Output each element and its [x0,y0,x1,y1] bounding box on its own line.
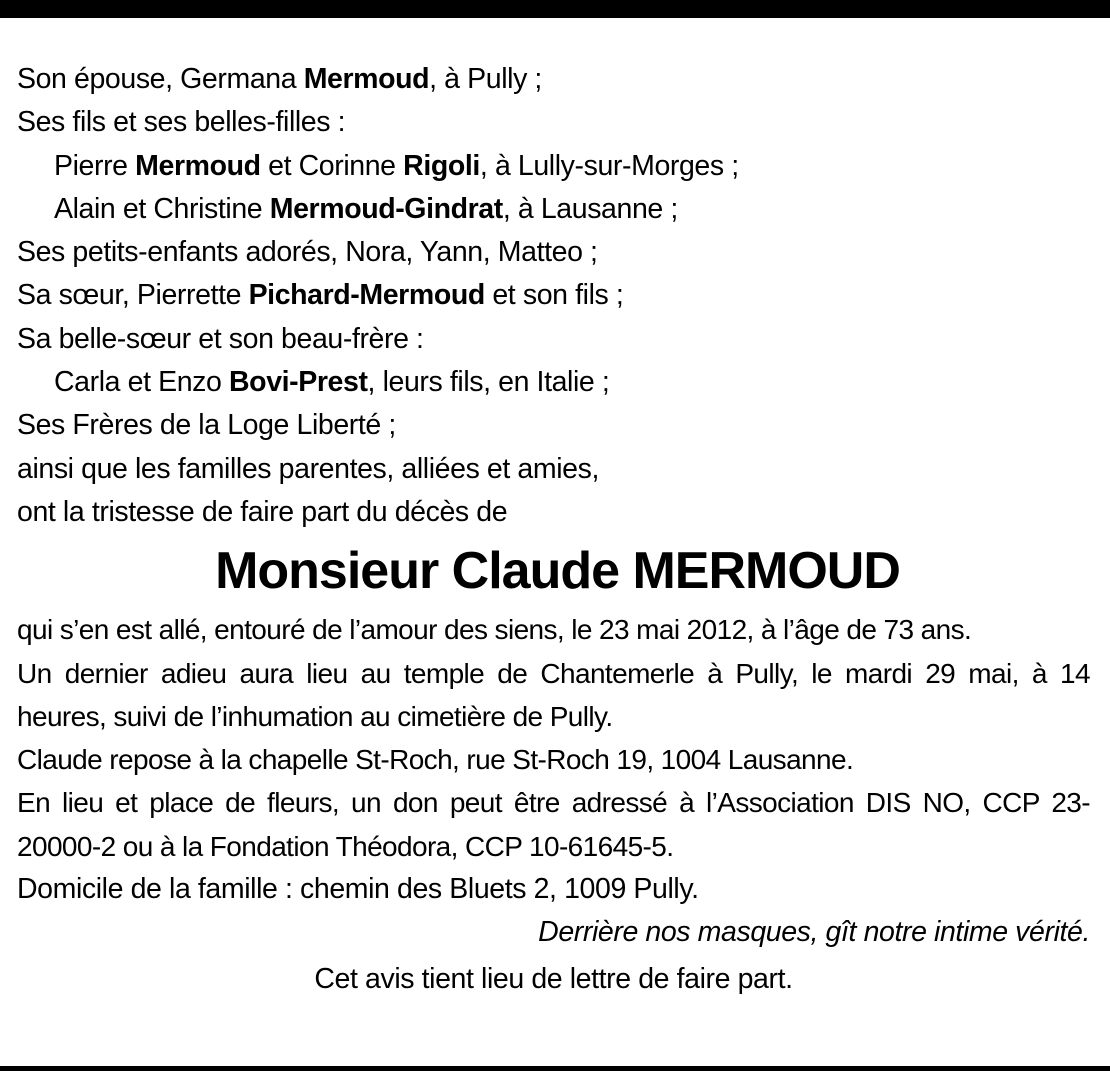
son2-line: Alain et Christine Mermoud-Gindrat, à Lausanne ; [54,192,678,225]
bottom-border-rule [0,1066,1110,1071]
spouse-surname: Mermoud [303,63,430,95]
obituary-notice [17,58,1090,1001]
sons-heading: Ses fils et ses belles-filles : [17,106,346,139]
grandchildren-line: Ses petits-enfants adorés, Nora, Yann, Matteo ; [17,236,598,269]
announcement-line: ont la tristesse de faire part du décès de [17,495,508,528]
inlaws-surname: Bovi-Prest [229,366,368,399]
son1-surname: Mermoud [135,149,261,182]
relatives-line: ainsi que les familles parentes, alliées et amies, [17,452,599,485]
inlaws-line: Carla et Enzo Bovi-Prest, leurs fils, en Italie ; [54,366,610,399]
deceased-name: Monsieur Claude MERMOUD [215,542,900,601]
spouse-line: Son épouse, Germana Mermoud, à Pully ; [17,63,542,95]
top-border-rule [0,0,1110,18]
passing-paragraph: qui s’en est allé, entouré de l’amour des siens, le 23 mai 2012, à l’âge de 73 ans. [17,614,972,646]
son1-line: Pierre Mermoud et Corinne Rigoli, à Lully-sur-Morges ; [54,149,739,182]
domicile-line: Domicile de la famille : chemin des Bluets 2, 1009 Pully. [17,873,699,906]
motto-quote: Derrière nos masques, gît notre intime vérité. [538,916,1090,949]
lodge-line: Ses Frères de la Loge Liberté ; [17,409,396,442]
son2-surname: Mermoud-Gindrat [269,192,503,225]
donation-paragraph: En lieu et place de fleurs, un don peut être adressé à l’Association DIS NO, CCP 23-20000-2 ou à la Fondation Théodora, CCP 10-61645-5. [17,787,1090,862]
sister-line: Sa sœur, Pierrette Pichard-Mermoud et son fils ; [17,279,624,312]
inlaws-heading: Sa belle-sœur et son beau-frère : [17,322,424,355]
sister-surname: Pichard-Mermoud [248,279,485,312]
closing-line: Cet avis tient lieu de lettre de faire part. [314,962,793,995]
ceremony-paragraph: Un dernier adieu aura lieu au temple de Chantemerle à Pully, le mardi 29 mai, à 14 heures, suivi de l’inhumation au cimetière de Pully. [17,657,1090,732]
son1-partner-surname: Rigoli [403,149,480,182]
rest-paragraph: Claude repose à la chapelle St-Roch, rue St-Roch 19, 1004 Lausanne. [17,744,854,776]
